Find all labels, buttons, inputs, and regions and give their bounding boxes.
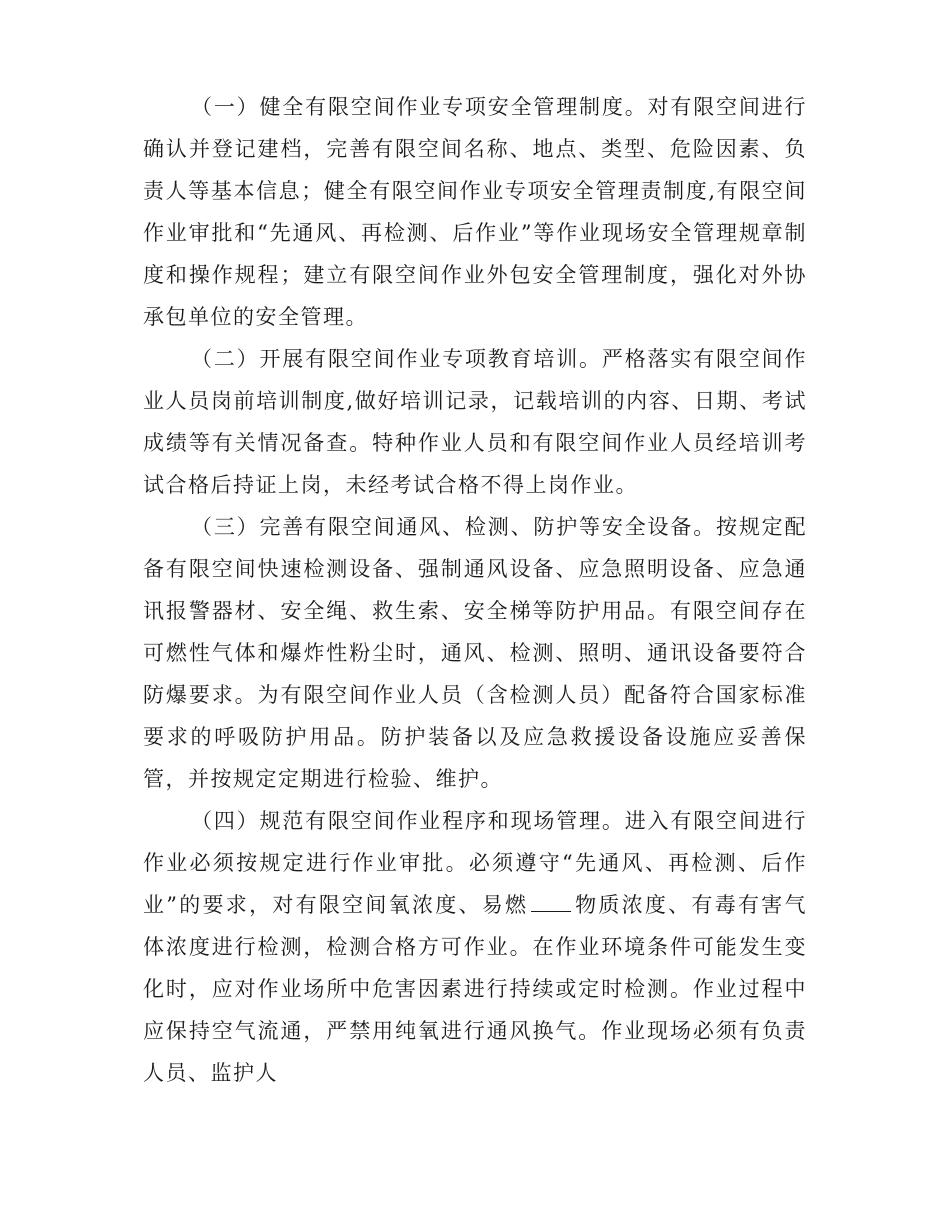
paragraph-1: （一）健全有限空间作业专项安全管理制度。对有限空间进行确认并登记建档，完善有限空间名称、地点、类型、危险因素、负责人等基本信息；健全有限空间作业专项安全管理责制度,有限空间作业审批和“先通风、再检测、后作业”等作业现场安全管理规章制度和操作规程；建立有限空间作业外包安全管理制度，强化对外协承包单位的安全管理。 <box>143 95 807 329</box>
paragraph-4 <box>143 800 807 1094</box>
fill-in-blank <box>531 893 571 912</box>
document-body <box>143 86 807 1094</box>
paragraph-4-part-2: 物质浓度、有毒有害气体浓度进行检测，检测合格方可作业。在作业环境条件可能发生变化时，应对作业场所中危害因素进行持续或定时检测。作业过程中应保持空气流通，严禁用纯氧进行通风换气。作业现场必须有负责人员、监护人 <box>143 893 808 1085</box>
paragraph-3: （三）完善有限空间通风、检测、防护等安全设备。按规定配备有限空间快速检测设备、强制通风设备、应急照明设备、应急通讯报警器材、安全绳、救生索、安全梯等防护用品。有限空间存在可燃性气体和爆炸性粉尘时，通风、检测、照明、通讯设备要符合防爆要求。为有限空间作业人员（含检测人员）配备符合国家标准要求的呼吸防护用品。防护装备以及应急救援设备设施应妥善保管，并按规定定期进行检验、维护。 <box>143 515 807 791</box>
paragraph-4-part-1: （四）规范有限空间作业程序和现场管理。进入有限空间进行作业必须按规定进行作业审批。必须遵守“先通风、再检测、后作业”的要求，对有限空间氧浓度、易燃 <box>143 809 807 917</box>
paragraph-2: （二）开展有限空间作业专项教育培训。严格落实有限空间作业人员岗前培训制度,做好培训记录，记载培训的内容、日期、考试成绩等有关情况备查。特种作业人员和有限空间作业人员经培训考试合格后持证上岗，未经考试合格不得上岗作业。 <box>143 347 807 497</box>
